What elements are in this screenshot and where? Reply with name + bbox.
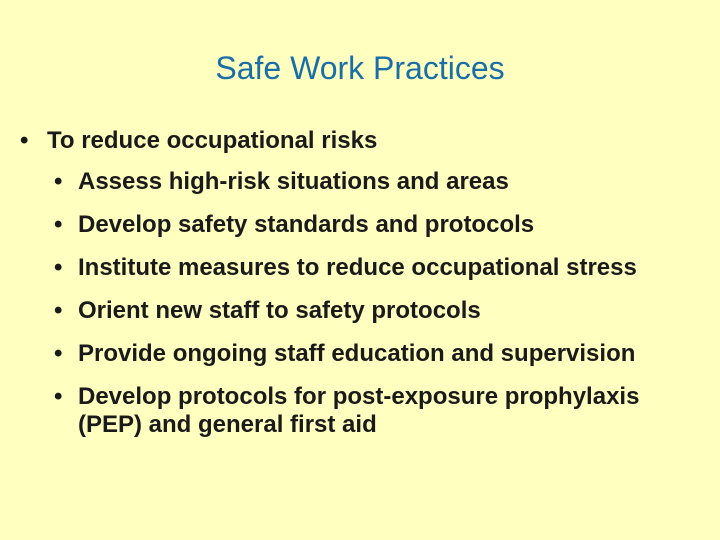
sub-bullet-text: Orient new staff to safety protocols	[78, 297, 481, 324]
main-bullet-text: To reduce occupational risks	[47, 127, 378, 154]
main-bullet	[20, 124, 377, 158]
bullet-icon: •	[54, 340, 63, 367]
bullet-icon: •	[54, 297, 63, 324]
sub-bullet-item	[54, 168, 694, 196]
bullet-icon: •	[54, 254, 63, 281]
sub-bullet-item	[54, 211, 694, 239]
sub-bullet-text: Assess high-risk situations and areas	[78, 168, 509, 195]
bullet-icon: •	[54, 211, 63, 238]
sub-bullet-item	[54, 340, 694, 368]
sub-bullet-text: Institute measures to reduce occupational stress	[78, 254, 637, 281]
sub-bullet-text: Provide ongoing staff education and supervision	[78, 340, 636, 367]
bullet-icon: •	[54, 168, 63, 195]
sub-bullet-item	[54, 297, 694, 325]
bullet-icon: •	[20, 127, 29, 154]
sub-bullet-text: Develop protocols for post-exposure prophylaxis (PEP) and general first aid	[78, 383, 640, 438]
bullet-icon: •	[54, 383, 63, 410]
slide-title: Safe Work Practices	[215, 50, 505, 86]
sub-bullet-item	[54, 383, 694, 439]
sub-bullet-item	[54, 254, 694, 282]
sub-bullet-text: Develop safety standards and protocols	[78, 211, 535, 238]
sub-bullet-list	[54, 168, 694, 454]
